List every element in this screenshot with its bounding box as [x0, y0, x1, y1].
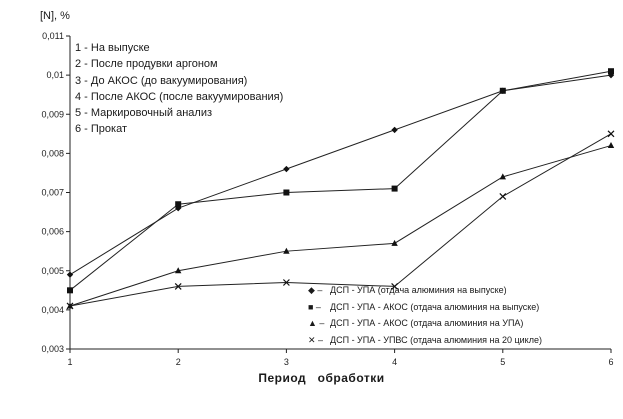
triangle-marker-icon: ▲ – — [308, 318, 325, 329]
legend-label: ДСП - УПА - УПВС (отдача алюминия на 20 цикле) — [330, 334, 542, 345]
square-point — [500, 88, 506, 94]
x-marker-icon: ✕ – — [308, 334, 324, 345]
square-point — [67, 287, 73, 293]
y-tick-label: 0,008 — [41, 148, 64, 159]
stage-notes — [75, 40, 283, 138]
diamond-point — [391, 127, 397, 133]
square-point — [175, 201, 181, 207]
stage-note: 4 - После АКОС (после вакуумирования) — [75, 90, 284, 103]
y-tick-label: 0,009 — [41, 109, 64, 120]
y-tick-label: 0,01 — [46, 70, 64, 81]
legend-entry — [308, 282, 542, 299]
square-point — [392, 186, 398, 192]
y-tick-label: 0,005 — [41, 265, 64, 276]
square-point — [283, 190, 289, 196]
legend-entry — [308, 299, 542, 316]
legend-entry — [308, 315, 542, 332]
y-tick-label: 0,006 — [41, 226, 64, 237]
triangle-point — [608, 142, 614, 148]
y-tick-label: 0,003 — [41, 344, 64, 354]
x-tick-label: 1 — [67, 357, 73, 367]
x-tick-label: 3 — [283, 357, 289, 367]
y-tick-label: 0,007 — [41, 187, 64, 198]
y-tick-label: 0,004 — [41, 304, 64, 315]
chart-legend — [308, 282, 542, 348]
x-point — [500, 193, 506, 199]
diamond-point — [67, 271, 73, 277]
legend-label: ДСП - УПА - АКОС (отдача алюминия на УПА) — [330, 318, 524, 329]
stage-note: 6 - Прокат — [75, 123, 128, 136]
series-line — [70, 134, 611, 306]
diamond-point — [283, 166, 289, 172]
triangle-point — [391, 240, 397, 246]
x-axis-label: Период обработки — [258, 371, 385, 385]
y-axis-label: [N], % — [40, 10, 70, 22]
stage-note: 1 - На выпуске — [75, 42, 150, 54]
legend-entry — [308, 332, 542, 349]
y-tick-label: 0,011 — [42, 31, 64, 41]
square-marker-icon: ■ – — [308, 301, 321, 312]
stage-note: 2 - После продувки аргоном — [75, 58, 218, 71]
x-tick-label: 4 — [392, 357, 398, 367]
x-tick-label: 5 — [500, 357, 506, 367]
x-tick-label: 2 — [175, 357, 181, 367]
x-point — [608, 131, 614, 137]
stage-note: 3 - До АКОС (до вакуумирования) — [75, 74, 248, 87]
legend-label: ДСП - УПА (отдача алюминия на выпуске) — [330, 285, 507, 295]
diamond-marker-icon: ◆ – — [308, 285, 323, 295]
stage-note: 5 - Маркировочный анализ — [75, 107, 213, 120]
x-tick-label: 6 — [608, 357, 614, 367]
square-point — [608, 68, 614, 74]
legend-label: ДСП - УПА - АКОС (отдача алюминия на выпуске) — [330, 301, 540, 312]
